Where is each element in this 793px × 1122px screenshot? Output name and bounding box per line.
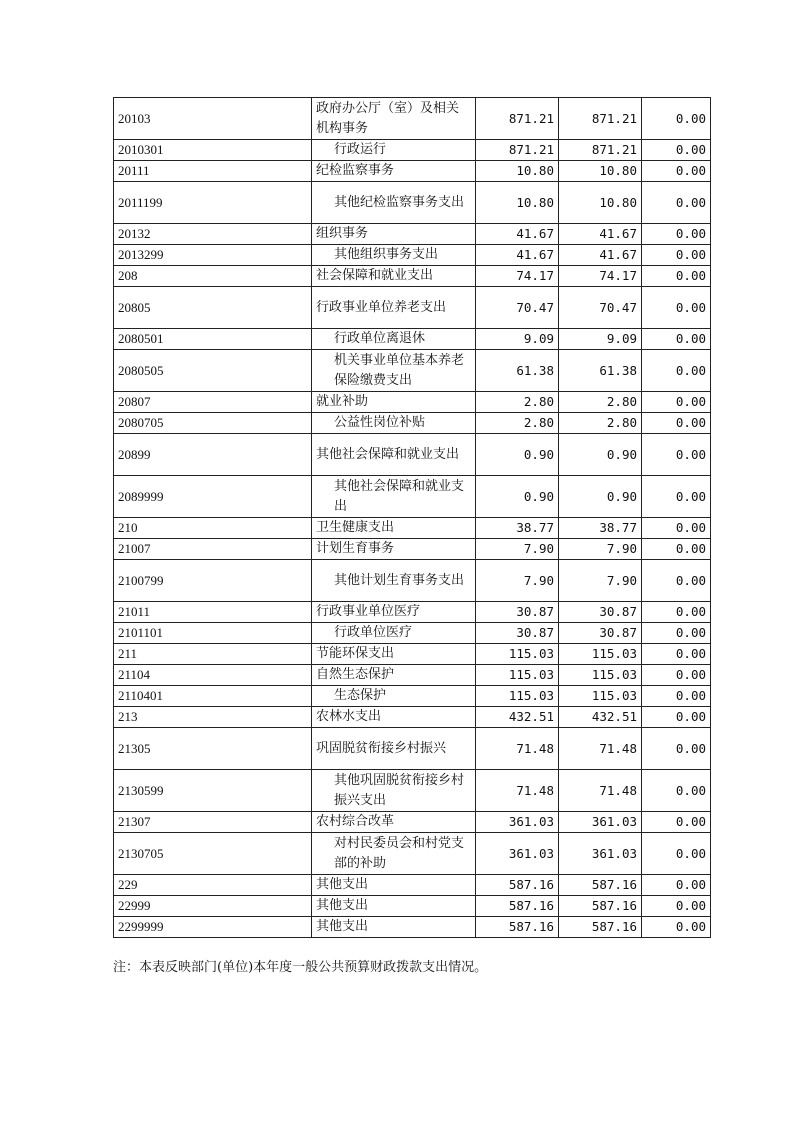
account-code-cell: 229 bbox=[114, 875, 312, 896]
project-expenditure-cell: 0.00 bbox=[642, 623, 711, 644]
basic-expenditure-cell: 70.47 bbox=[559, 287, 642, 329]
total-amount-cell: 0.90 bbox=[476, 434, 559, 476]
table-row bbox=[114, 98, 711, 140]
account-code-cell: 2010301 bbox=[114, 140, 312, 161]
project-expenditure-cell: 0.00 bbox=[642, 287, 711, 329]
total-amount-cell: 30.87 bbox=[476, 623, 559, 644]
account-code-cell: 2110401 bbox=[114, 686, 312, 707]
account-code-cell: 2130599 bbox=[114, 770, 312, 812]
account-code-cell: 20132 bbox=[114, 224, 312, 245]
total-amount-cell: 9.09 bbox=[476, 329, 559, 350]
table-row bbox=[114, 665, 711, 686]
project-expenditure-cell: 0.00 bbox=[642, 329, 711, 350]
account-name-cell: 机关事业单位基本养老保险缴费支出 bbox=[312, 350, 476, 392]
basic-expenditure-cell: 361.03 bbox=[559, 833, 642, 875]
project-expenditure-cell: 0.00 bbox=[642, 728, 711, 770]
total-amount-cell: 587.16 bbox=[476, 917, 559, 938]
total-amount-cell: 71.48 bbox=[476, 728, 559, 770]
account-code-cell: 2130705 bbox=[114, 833, 312, 875]
total-amount-cell: 30.87 bbox=[476, 602, 559, 623]
total-amount-cell: 361.03 bbox=[476, 812, 559, 833]
table-row bbox=[114, 875, 711, 896]
total-amount-cell: 10.80 bbox=[476, 161, 559, 182]
table-row bbox=[114, 896, 711, 917]
table-row bbox=[114, 707, 711, 728]
account-name-cell: 组织事务 bbox=[312, 224, 476, 245]
basic-expenditure-cell: 71.48 bbox=[559, 770, 642, 812]
project-expenditure-cell: 0.00 bbox=[642, 413, 711, 434]
account-name-cell: 其他巩固脱贫衔接乡村振兴支出 bbox=[312, 770, 476, 812]
account-code-cell: 210 bbox=[114, 518, 312, 539]
basic-expenditure-cell: 115.03 bbox=[559, 686, 642, 707]
project-expenditure-cell: 0.00 bbox=[642, 161, 711, 182]
table-row bbox=[114, 812, 711, 833]
basic-expenditure-cell: 115.03 bbox=[559, 644, 642, 665]
total-amount-cell: 41.67 bbox=[476, 245, 559, 266]
table-row bbox=[114, 413, 711, 434]
account-name-cell: 对村民委员会和村党支部的补助 bbox=[312, 833, 476, 875]
account-code-cell: 2080705 bbox=[114, 413, 312, 434]
project-expenditure-cell: 0.00 bbox=[642, 665, 711, 686]
project-expenditure-cell: 0.00 bbox=[642, 224, 711, 245]
table-row bbox=[114, 644, 711, 665]
table-row bbox=[114, 539, 711, 560]
project-expenditure-cell: 0.00 bbox=[642, 539, 711, 560]
account-name-cell: 其他计划生育事务支出 bbox=[312, 560, 476, 602]
basic-expenditure-cell: 41.67 bbox=[559, 224, 642, 245]
account-code-cell: 21104 bbox=[114, 665, 312, 686]
account-name-cell: 行政事业单位医疗 bbox=[312, 602, 476, 623]
basic-expenditure-cell: 10.80 bbox=[559, 182, 642, 224]
account-code-cell: 2013299 bbox=[114, 245, 312, 266]
project-expenditure-cell: 0.00 bbox=[642, 350, 711, 392]
table-footnote: 注：本表反映部门(单位)本年度一般公共预算财政拨款支出情况。 bbox=[113, 960, 488, 975]
total-amount-cell: 115.03 bbox=[476, 686, 559, 707]
basic-expenditure-cell: 871.21 bbox=[559, 98, 642, 140]
project-expenditure-cell: 0.00 bbox=[642, 833, 711, 875]
project-expenditure-cell: 0.00 bbox=[642, 434, 711, 476]
total-amount-cell: 41.67 bbox=[476, 224, 559, 245]
basic-expenditure-cell: 7.90 bbox=[559, 539, 642, 560]
table-row bbox=[114, 686, 711, 707]
account-name-cell: 行政运行 bbox=[312, 140, 476, 161]
basic-expenditure-cell: 432.51 bbox=[559, 707, 642, 728]
account-name-cell: 农林水支出 bbox=[312, 707, 476, 728]
basic-expenditure-cell: 61.38 bbox=[559, 350, 642, 392]
basic-expenditure-cell: 361.03 bbox=[559, 812, 642, 833]
account-code-cell: 208 bbox=[114, 266, 312, 287]
project-expenditure-cell: 0.00 bbox=[642, 896, 711, 917]
total-amount-cell: 7.90 bbox=[476, 539, 559, 560]
table-row bbox=[114, 833, 711, 875]
basic-expenditure-cell: 2.80 bbox=[559, 392, 642, 413]
account-code-cell: 2080501 bbox=[114, 329, 312, 350]
account-code-cell: 21011 bbox=[114, 602, 312, 623]
account-name-cell: 就业补助 bbox=[312, 392, 476, 413]
project-expenditure-cell: 0.00 bbox=[642, 644, 711, 665]
basic-expenditure-cell: 0.90 bbox=[559, 434, 642, 476]
account-code-cell: 20111 bbox=[114, 161, 312, 182]
total-amount-cell: 115.03 bbox=[476, 665, 559, 686]
table-row bbox=[114, 602, 711, 623]
account-code-cell: 21007 bbox=[114, 539, 312, 560]
account-name-cell: 行政单位离退休 bbox=[312, 329, 476, 350]
account-code-cell: 2089999 bbox=[114, 476, 312, 518]
table-row bbox=[114, 245, 711, 266]
project-expenditure-cell: 0.00 bbox=[642, 98, 711, 140]
basic-expenditure-cell: 9.09 bbox=[559, 329, 642, 350]
project-expenditure-cell: 0.00 bbox=[642, 182, 711, 224]
account-name-cell: 其他社会保障和就业支出 bbox=[312, 434, 476, 476]
project-expenditure-cell: 0.00 bbox=[642, 770, 711, 812]
project-expenditure-cell: 0.00 bbox=[642, 686, 711, 707]
project-expenditure-cell: 0.00 bbox=[642, 476, 711, 518]
project-expenditure-cell: 0.00 bbox=[642, 560, 711, 602]
basic-expenditure-cell: 871.21 bbox=[559, 140, 642, 161]
account-code-cell: 20807 bbox=[114, 392, 312, 413]
account-name-cell: 卫生健康支出 bbox=[312, 518, 476, 539]
table-row bbox=[114, 728, 711, 770]
table-row bbox=[114, 161, 711, 182]
basic-expenditure-cell: 30.87 bbox=[559, 602, 642, 623]
table-row bbox=[114, 140, 711, 161]
table-row bbox=[114, 224, 711, 245]
account-name-cell: 计划生育事务 bbox=[312, 539, 476, 560]
table-row bbox=[114, 560, 711, 602]
account-name-cell: 公益性岗位补贴 bbox=[312, 413, 476, 434]
total-amount-cell: 361.03 bbox=[476, 833, 559, 875]
basic-expenditure-cell: 587.16 bbox=[559, 917, 642, 938]
table-row bbox=[114, 476, 711, 518]
total-amount-cell: 0.90 bbox=[476, 476, 559, 518]
table-row bbox=[114, 434, 711, 476]
total-amount-cell: 10.80 bbox=[476, 182, 559, 224]
basic-expenditure-cell: 74.17 bbox=[559, 266, 642, 287]
account-code-cell: 211 bbox=[114, 644, 312, 665]
account-name-cell: 行政事业单位养老支出 bbox=[312, 287, 476, 329]
basic-expenditure-cell: 0.90 bbox=[559, 476, 642, 518]
account-code-cell: 2080505 bbox=[114, 350, 312, 392]
project-expenditure-cell: 0.00 bbox=[642, 602, 711, 623]
table-row bbox=[114, 770, 711, 812]
basic-expenditure-cell: 41.67 bbox=[559, 245, 642, 266]
account-code-cell: 2100799 bbox=[114, 560, 312, 602]
project-expenditure-cell: 0.00 bbox=[642, 392, 711, 413]
account-name-cell: 其他支出 bbox=[312, 917, 476, 938]
total-amount-cell: 871.21 bbox=[476, 140, 559, 161]
basic-expenditure-cell: 2.80 bbox=[559, 413, 642, 434]
table-row bbox=[114, 266, 711, 287]
account-code-cell: 21307 bbox=[114, 812, 312, 833]
total-amount-cell: 115.03 bbox=[476, 644, 559, 665]
account-code-cell: 20103 bbox=[114, 98, 312, 140]
account-name-cell: 其他社会保障和就业支出 bbox=[312, 476, 476, 518]
account-name-cell: 其他纪检监察事务支出 bbox=[312, 182, 476, 224]
table-row bbox=[114, 350, 711, 392]
project-expenditure-cell: 0.00 bbox=[642, 245, 711, 266]
account-code-cell: 22999 bbox=[114, 896, 312, 917]
total-amount-cell: 2.80 bbox=[476, 392, 559, 413]
account-name-cell: 农村综合改革 bbox=[312, 812, 476, 833]
basic-expenditure-cell: 30.87 bbox=[559, 623, 642, 644]
project-expenditure-cell: 0.00 bbox=[642, 518, 711, 539]
total-amount-cell: 871.21 bbox=[476, 98, 559, 140]
account-code-cell: 21305 bbox=[114, 728, 312, 770]
total-amount-cell: 71.48 bbox=[476, 770, 559, 812]
basic-expenditure-cell: 38.77 bbox=[559, 518, 642, 539]
total-amount-cell: 74.17 bbox=[476, 266, 559, 287]
account-code-cell: 2299999 bbox=[114, 917, 312, 938]
total-amount-cell: 587.16 bbox=[476, 875, 559, 896]
total-amount-cell: 2.80 bbox=[476, 413, 559, 434]
total-amount-cell: 7.90 bbox=[476, 560, 559, 602]
account-name-cell: 社会保障和就业支出 bbox=[312, 266, 476, 287]
account-name-cell: 其他支出 bbox=[312, 896, 476, 917]
table-row bbox=[114, 287, 711, 329]
table-body bbox=[114, 98, 711, 938]
account-code-cell: 2011199 bbox=[114, 182, 312, 224]
project-expenditure-cell: 0.00 bbox=[642, 140, 711, 161]
total-amount-cell: 432.51 bbox=[476, 707, 559, 728]
project-expenditure-cell: 0.00 bbox=[642, 266, 711, 287]
table-row bbox=[114, 392, 711, 413]
table-row bbox=[114, 917, 711, 938]
table-row bbox=[114, 518, 711, 539]
total-amount-cell: 70.47 bbox=[476, 287, 559, 329]
budget-expenditure-table bbox=[113, 97, 711, 938]
account-name-cell: 巩固脱贫衔接乡村振兴 bbox=[312, 728, 476, 770]
basic-expenditure-cell: 115.03 bbox=[559, 665, 642, 686]
account-name-cell: 其他支出 bbox=[312, 875, 476, 896]
total-amount-cell: 38.77 bbox=[476, 518, 559, 539]
project-expenditure-cell: 0.00 bbox=[642, 875, 711, 896]
basic-expenditure-cell: 587.16 bbox=[559, 875, 642, 896]
project-expenditure-cell: 0.00 bbox=[642, 917, 711, 938]
account-name-cell: 政府办公厅（室）及相关机构事务 bbox=[312, 98, 476, 140]
account-code-cell: 20899 bbox=[114, 434, 312, 476]
account-name-cell: 其他组织事务支出 bbox=[312, 245, 476, 266]
project-expenditure-cell: 0.00 bbox=[642, 812, 711, 833]
account-name-cell: 生态保护 bbox=[312, 686, 476, 707]
account-name-cell: 自然生态保护 bbox=[312, 665, 476, 686]
table-row bbox=[114, 329, 711, 350]
project-expenditure-cell: 0.00 bbox=[642, 707, 711, 728]
account-code-cell: 20805 bbox=[114, 287, 312, 329]
basic-expenditure-cell: 7.90 bbox=[559, 560, 642, 602]
table-row bbox=[114, 623, 711, 644]
account-code-cell: 2101101 bbox=[114, 623, 312, 644]
account-code-cell: 213 bbox=[114, 707, 312, 728]
total-amount-cell: 61.38 bbox=[476, 350, 559, 392]
total-amount-cell: 587.16 bbox=[476, 896, 559, 917]
account-name-cell: 纪检监察事务 bbox=[312, 161, 476, 182]
account-name-cell: 行政单位医疗 bbox=[312, 623, 476, 644]
account-name-cell: 节能环保支出 bbox=[312, 644, 476, 665]
basic-expenditure-cell: 71.48 bbox=[559, 728, 642, 770]
basic-expenditure-cell: 10.80 bbox=[559, 161, 642, 182]
basic-expenditure-cell: 587.16 bbox=[559, 896, 642, 917]
table-row bbox=[114, 182, 711, 224]
